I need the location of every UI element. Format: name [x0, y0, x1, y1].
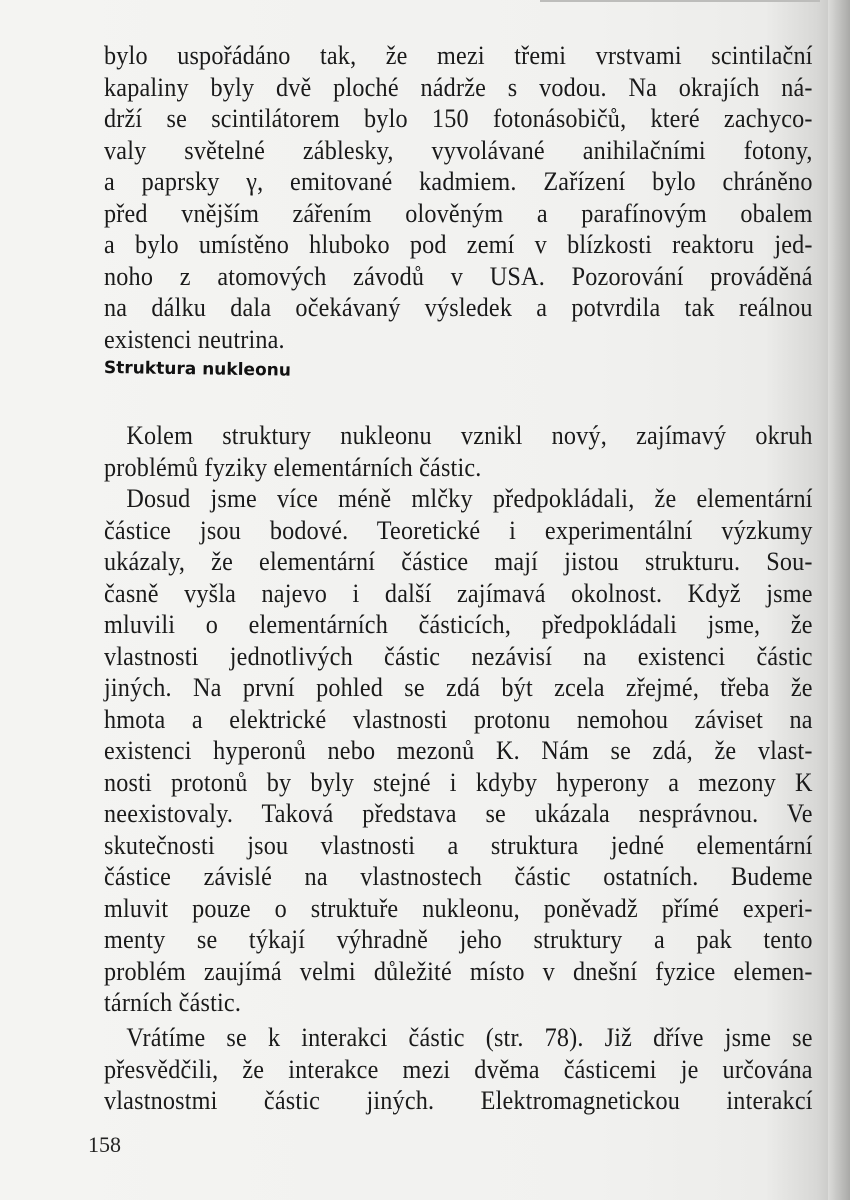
text-line: menty se týkají výhradně jeho struktury a pak tento — [104, 925, 813, 954]
page-binding-shadow — [828, 0, 850, 1200]
page-edge-line — [540, 0, 820, 2]
text-line: a bylo umístěno hluboko pod zemí v blízkosti reaktoru jed- — [104, 230, 813, 259]
text-line: přesvědčili, že interakce mezi dvěma částicemi je určována — [104, 1054, 813, 1084]
text-line: problémů fyziky elementárních částic. — [104, 452, 482, 482]
text-line: na dálku dala očekávaný výsledek a potvrdila tak reálnou — [104, 293, 813, 322]
text-line: nosti protonů by byly stejné i kdyby hyperony a mezony K — [104, 767, 813, 797]
text-line: mluvit pouze o struktuře nukleonu, poněvadž přímé experi- — [104, 893, 813, 923]
text-line: před vnějším zářením olověným a parafínovým obalem — [104, 198, 813, 228]
text-line: kapaliny byly dvě ploché nádrže s vodou. Na okrajích ná- — [104, 72, 813, 102]
text-line: skutečnosti jsou vlastnosti a struktura jedné elementární — [104, 830, 813, 860]
page-number: 158 — [88, 1132, 121, 1157]
text-line: časně vyšla najevo i další zajímavá okolnost. Když jsme — [104, 578, 813, 608]
text-line: mluvili o elementárních částicích, předpokládali jsme, že — [104, 610, 813, 639]
text-line: Kolem struktury nukleonu vznikl nový, zajímavý okruh — [126, 421, 813, 450]
text-line: a paprsky γ, emitované kadmiem. Zařízení bylo chráněno — [104, 167, 813, 196]
text-line: částice jsou bodové. Teoretické i experimentální výzkumy — [104, 515, 813, 545]
text-line: Vrátíme se k interakci částic (str. 78). Již dříve jsme se — [126, 1023, 813, 1052]
text-line: drží se scintilátorem bylo 150 fotonásobičů, které zachyco- — [104, 104, 813, 133]
text-line: částice závislé na vlastnostech částic ostatních. Budeme — [104, 862, 813, 891]
text-line: noho z atomových závodů v USA. Pozorování prováděná — [104, 261, 813, 291]
text-line: valy světelné záblesky, vyvolávané anihilačními fotony, — [104, 135, 813, 165]
text-line: jiných. Na první pohled se zdá být zcela zřejmé, třeba že — [104, 673, 813, 702]
text-line: problém zaujímá velmi důležité místo v dnešní fyzice elemen- — [104, 956, 813, 986]
text-line: vlastnostmi částic jiných. Elektromagnetickou interakcí — [104, 1086, 813, 1115]
text-line: neexistovaly. Taková představa se ukázala nesprávnou. Ve — [104, 799, 813, 828]
paragraph-2 — [104, 483, 812, 1019]
text-line: vlastnosti jednotlivých částic nezávisí na existenci částic — [104, 641, 813, 671]
text-line: existenci hyperonů nebo mezonů K. Nám se zdá, že vlast- — [104, 736, 813, 765]
text-line: hmota a elektrické vlastnosti protonu nemohou záviset na — [104, 704, 813, 734]
text-line: bylo uspořádáno tak, že mezi třemi vrstvami scintilační — [104, 41, 813, 70]
intro-paragraph — [104, 40, 812, 355]
text-line: Dosud jsme více méně mlčky předpokládali, že elementární — [126, 484, 813, 513]
text-line: ukázaly, že elementární částice mají jistou strukturu. Sou- — [104, 547, 813, 576]
paragraph-1 — [104, 420, 812, 483]
text-line: tárních částic. — [104, 988, 242, 1017]
section-heading: Struktura nukleonu — [103, 358, 292, 381]
text-line: existenci neutrina. — [104, 324, 285, 354]
paragraph-3 — [104, 1022, 812, 1117]
